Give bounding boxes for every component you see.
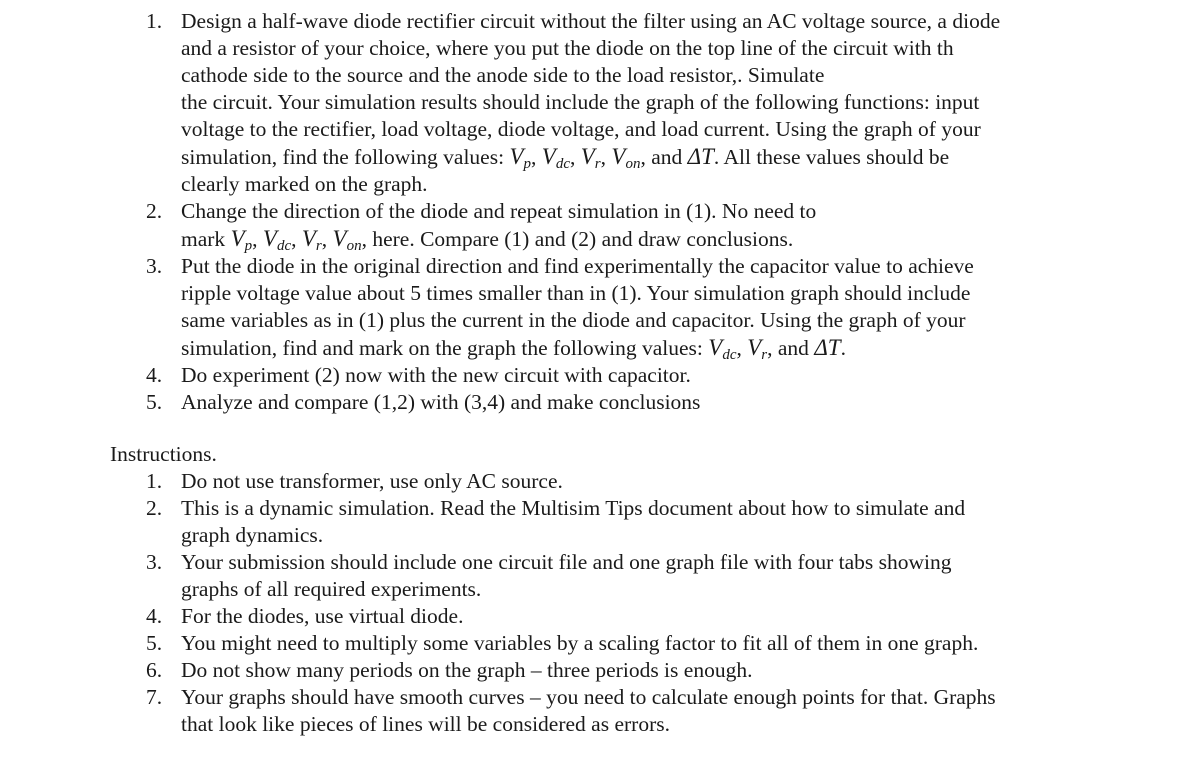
list-number: 2. [146, 496, 163, 520]
instruction-item-2 [0, 495, 1081, 549]
text-segment: mark [181, 227, 231, 251]
instruction-2-line-1: This is a dynamic simulation. Read the Multisim Tips document about how to simulate and [181, 496, 966, 520]
task-item-5 [0, 389, 1081, 416]
task-3-line-3: same variables as in (1) plus the current in the diode and capacitor. Using the graph of your [181, 308, 966, 332]
task-1-line-3: cathode side to the source and the anode side to the load resistor,. Simulate [181, 63, 825, 87]
symbol-von: $V_{on}$ [611, 144, 641, 172]
instruction-7-line-2: that look like pieces of lines will be considered as errors. [181, 712, 670, 736]
symbol-delta-t: ΔT [814, 335, 841, 360]
instruction-4-line-1: For the diodes, use virtual diode. [181, 604, 464, 628]
instruction-1-line-1: Do not use transformer, use only AC source. [181, 469, 563, 493]
symbol-vdc: $V_{dc}$ [708, 335, 737, 363]
task-2-line-1: Change the direction of the diode and repeat simulation in (1). No need to [181, 199, 817, 223]
instruction-3-line-2: graphs of all required experiments. [181, 577, 482, 601]
task-1-line-6: simulation, find the following values: $V_p$, $V_{dc}$, $V_r$, $V_{on}$, and ΔT. All these values should be [181, 144, 950, 172]
list-number: 6. [146, 658, 163, 682]
document-page [0, 8, 1201, 738]
symbol-vr: $V_r$ [747, 335, 768, 363]
instruction-item-4 [0, 603, 1081, 630]
task-item-1 [0, 8, 1081, 198]
task-list [0, 8, 1201, 416]
instruction-item-7 [0, 684, 1081, 738]
instruction-item-5 [0, 630, 1081, 657]
instructions-list [0, 468, 1201, 738]
symbol-vdc: $V_{dc}$ [541, 144, 570, 172]
list-number: 2. [146, 199, 163, 223]
instruction-7-line-1: Your graphs should have smooth curves – you need to calculate enough points for that. Graphs [181, 685, 996, 709]
list-number: 7. [146, 685, 163, 709]
text-segment: simulation, find the following values: [181, 145, 510, 169]
list-number: 5. [146, 631, 163, 655]
symbol-delta-t: ΔT [687, 144, 714, 169]
task-1-line-1: Design a half-wave diode rectifier circuit without the filter using an AC voltage source, a diode [181, 9, 1001, 33]
list-number: 4. [146, 604, 163, 628]
task-3-line-1: Put the diode in the original direction and find experimentally the capacitor value to achieve [181, 254, 974, 278]
list-number: 1. [146, 469, 163, 493]
instruction-item-6 [0, 657, 1081, 684]
instruction-2-line-2: graph dynamics. [181, 523, 324, 547]
task-1-line-5: voltage to the rectifier, load voltage, diode voltage, and load current. Using the graph of your [181, 117, 981, 141]
text-segment: here. Compare (1) and (2) and draw conclusions. [366, 227, 794, 251]
task-1-line-2: and a resistor of your choice, where you put the diode on the top line of the circuit with th [181, 36, 954, 60]
list-number: 3. [146, 254, 163, 278]
task-3-line-2: ripple voltage value about 5 times smaller than in (1). Your simulation graph should include [181, 281, 971, 305]
task-1-line-7: clearly marked on the graph. [181, 172, 428, 196]
task-2-line-2: mark $V_p$, $V_{dc}$, $V_r$, $V_{on}$, here. Compare (1) and (2) and draw conclusions. [181, 226, 794, 254]
symbol-von: $V_{on}$ [332, 226, 362, 254]
symbol-vp: $V_p$ [509, 144, 531, 172]
task-item-4 [0, 362, 1081, 389]
instruction-item-1 [0, 468, 1081, 495]
symbol-vr: $V_r$ [301, 226, 322, 254]
instruction-6-line-1: Do not show many periods on the graph – three periods is enough. [181, 658, 753, 682]
list-number: 3. [146, 550, 163, 574]
task-5-line-1: Analyze and compare (1,2) with (3,4) and make conclusions [181, 390, 701, 414]
text-segment: simulation, find and mark on the graph the following values: [181, 336, 709, 360]
instruction-5-line-1: You might need to multiply some variables by a scaling factor to fit all of them in one graph. [181, 631, 979, 655]
symbol-vp: $V_p$ [230, 226, 253, 254]
task-3-line-4: simulation, find and mark on the graph the following values: $V_{dc}$, $V_r$, and ΔT. [181, 335, 846, 363]
instruction-item-3 [0, 549, 1081, 603]
instruction-3-line-1: Your submission should include one circuit file and one graph file with four tabs showing [181, 550, 952, 574]
text-segment: . [840, 336, 846, 360]
text-segment: . All these values should be [713, 145, 950, 169]
text-segment: and [777, 336, 815, 360]
task-1-line-4: the circuit. Your simulation results should include the graph of the following functions: input [181, 90, 980, 114]
task-4-line-1: Do experiment (2) now with the new circuit with capacitor. [181, 363, 691, 387]
list-number: 4. [146, 363, 163, 387]
task-item-3 [0, 253, 1081, 362]
list-number: 1. [146, 9, 163, 33]
task-item-2 [0, 198, 1081, 253]
text-segment: and [651, 145, 688, 169]
instructions-heading: Instructions. [110, 442, 217, 466]
list-number: 5. [146, 390, 163, 414]
symbol-vdc: $V_{dc}$ [262, 226, 292, 254]
symbol-vr: $V_r$ [580, 144, 601, 172]
